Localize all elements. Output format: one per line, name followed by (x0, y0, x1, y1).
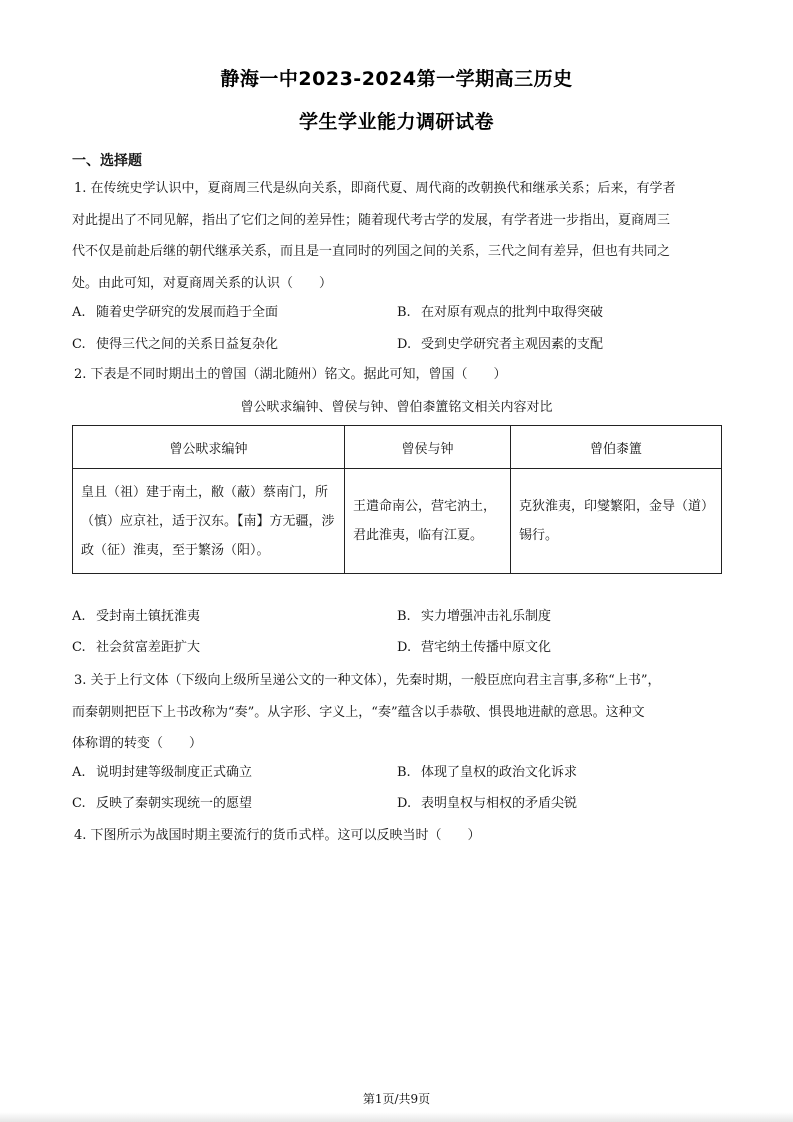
q1-option-c[interactable]: C. 使得三代之间的关系日益复杂化 (72, 337, 279, 352)
q2-option-d[interactable]: D. 营宅纳土传播中原文化 (397, 640, 552, 655)
q1-option-a[interactable]: A. 随着史学研究的发展而趋于全面 (72, 305, 279, 320)
table-header: 曾公畎求编钟 (73, 426, 345, 469)
inscription-table (72, 425, 722, 574)
question-2-stem: 2. 下表是不同时期出土的曾国（湖北随州）铭文。据此可知，曾国（ ） (74, 367, 507, 382)
table-header-row (73, 426, 722, 469)
table-header: 曾侯与钟 (345, 426, 511, 469)
table-cell: 克狄淮夷，印燮繁阳，金导（道）锡行。 (511, 469, 722, 574)
q3-option-c[interactable]: C. 反映了秦朝实现统一的愿望 (72, 796, 253, 811)
section-title: 一、选择题 (72, 153, 142, 169)
exam-title-line1: 静海一中2023-2024第一学期高三历史 (220, 68, 573, 90)
question-1-line: 1. 在传统史学认识中，夏商周三代是纵向关系，即商代夏、周代商的改朝换代和继承关系；后来，有学者 (74, 181, 676, 196)
q2-option-a[interactable]: A. 受封南土镇抚淮夷 (72, 609, 201, 624)
table-caption: 曾公畎求编钟、曾侯与钟、曾伯桼簠铭文相关内容对比 (240, 400, 553, 415)
question-3-line: 3. 关于上行文体（下级向上级所呈递公文的一种文体），先秦时期，一般臣庶向君主言事,多称“上书”， (74, 673, 661, 688)
q2-option-b[interactable]: B. 实力增强冲击礼乐制度 (397, 609, 552, 624)
q3-option-b[interactable]: B. 体现了皇权的政治文化诉求 (397, 765, 578, 780)
table-row (73, 469, 722, 574)
q2-option-c[interactable]: C. 社会贫富差距扩大 (72, 640, 201, 655)
q3-option-d[interactable]: D. 表明皇权与相权的矛盾尖锐 (397, 796, 578, 811)
table-cell: 王遣命南公，营宅汭土，君此淮夷，临有江夏。 (345, 469, 511, 574)
q3-option-a[interactable]: A. 说明封建等级制度正式确立 (72, 765, 253, 780)
question-4-stem: 4. 下图所示为战国时期主要流行的货币式样。这可以反映当时（ ） (74, 828, 481, 843)
question-3-line: 而秦朝则把臣下上书改称为“奏”。从字形、字义上，“奏”蕴含以手恭敬、惧畏地进献的意思。这种文 (72, 704, 645, 720)
question-3-line: 体称谓的转变（ ） (72, 736, 203, 751)
question-1-line: 代不仅是前赴后继的朝代继承关系，而且是一直同时的列国之间的关系，三代之间有差异，但也有共同之 (72, 244, 671, 259)
exam-title-line2: 学生学业能力调研试卷 (298, 111, 494, 133)
question-3-stem (72, 665, 724, 760)
question-1-line: 处。由此可知，对夏商周关系的认识（ ） (72, 275, 333, 291)
page-number: 第1页/共9页 (362, 1092, 431, 1106)
q1-option-b[interactable]: B. 在对原有观点的批判中取得突破 (397, 305, 604, 320)
table-header: 曾伯桼簠 (511, 426, 722, 469)
table-cell: 皇且（祖）建于南土，敝（蔽）蔡南门，所（慎）应京社，适于汉东。【南】方无疆，涉政（征）淮夷，至于繁汤（阳）。 (73, 469, 345, 574)
question-1-stem (72, 173, 724, 299)
page-bottom-shadow (0, 1112, 793, 1122)
question-1-line: 对此提出了不同见解，指出了它们之间的差异性；随着现代考古学的发展，有学者进一步指出，夏商周三 (72, 212, 671, 228)
q1-option-d[interactable]: D. 受到史学研究者主观因素的支配 (397, 337, 604, 352)
